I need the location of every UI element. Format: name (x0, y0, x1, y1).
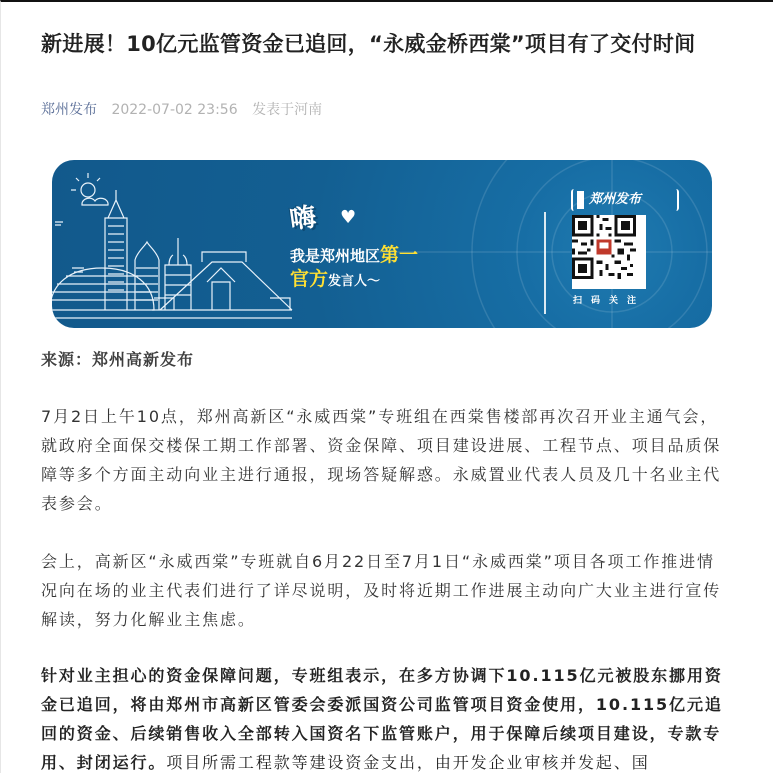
qr-code[interactable] (572, 215, 646, 289)
publish-date: 2022-07-02 23:56 (111, 102, 238, 118)
qr-code-pattern (572, 215, 636, 279)
tagline-line1 (290, 244, 418, 267)
heart-icon: ♥ (340, 207, 357, 228)
paragraph-1: 7月2日上午10点，郑州高新区“永威西棠”专班组在西棠售楼部再次召开业主通气会，就政府全面保交楼保工期工作部署、资金保障、项目建设进展、工程节点、项目品质保障等多个方面主动向业主进行通报，现场答疑解惑。永威置业代表人员及几十名业主代表参会。 (41, 407, 722, 513)
tagline-line2 (290, 266, 380, 295)
banner-divider (544, 212, 546, 314)
promo-banner[interactable] (52, 160, 712, 328)
author-link[interactable]: 郑州发布 (41, 102, 97, 118)
article-meta (41, 100, 322, 120)
tower-icon (577, 191, 584, 209)
tagline-line1-prefix: 我是郑州地区 (290, 247, 381, 265)
tagline-line1-highlight: 第一 (380, 244, 419, 266)
paragraph-3 (41, 661, 731, 773)
brand-name: 郑州发布 (589, 192, 642, 207)
article-source: 来源：郑州高新发布 (41, 350, 195, 369)
paragraph-3-normal: 项目所需工程款等建设资金支出，由开发企业审核并发起、国 (166, 753, 650, 772)
paragraph-3-bold: 针对业主担心的资金保障问题，专班组表示，在多方协调下10.115亿元被股东挪用资金已追回，将由郑州市高新区管委会委派国资公司监管项目资金使用，10.115亿元追回的资金、后续销售收入全部转入国资名下监管账户，用于保障后续项目建设，专款专用、封闭运行。 (41, 666, 723, 772)
paragraph-2: 会上，高新区“永威西棠”专班就自6月22日至7月1日“永威西棠”项目各项工作推进情况向在场的业主代表们进行了详尽说明，及时将近期工作进展主动向广大业主进行宣传解读，努力化解业主焦虑。 (41, 552, 722, 629)
publish-location: 发表于河南 (252, 102, 323, 118)
greeting-text: 嗨 (288, 202, 319, 236)
brand-logo (571, 189, 679, 211)
qr-hint-text: 扫码关注 (572, 296, 645, 306)
article-title: 新进展！10亿元监管资金已追回，“永威金桥西棠”项目有了交付时间 (41, 32, 696, 56)
tagline-line2-suffix: 发言人～ (328, 274, 381, 289)
tagline-line2-highlight: 官方 (290, 268, 329, 290)
